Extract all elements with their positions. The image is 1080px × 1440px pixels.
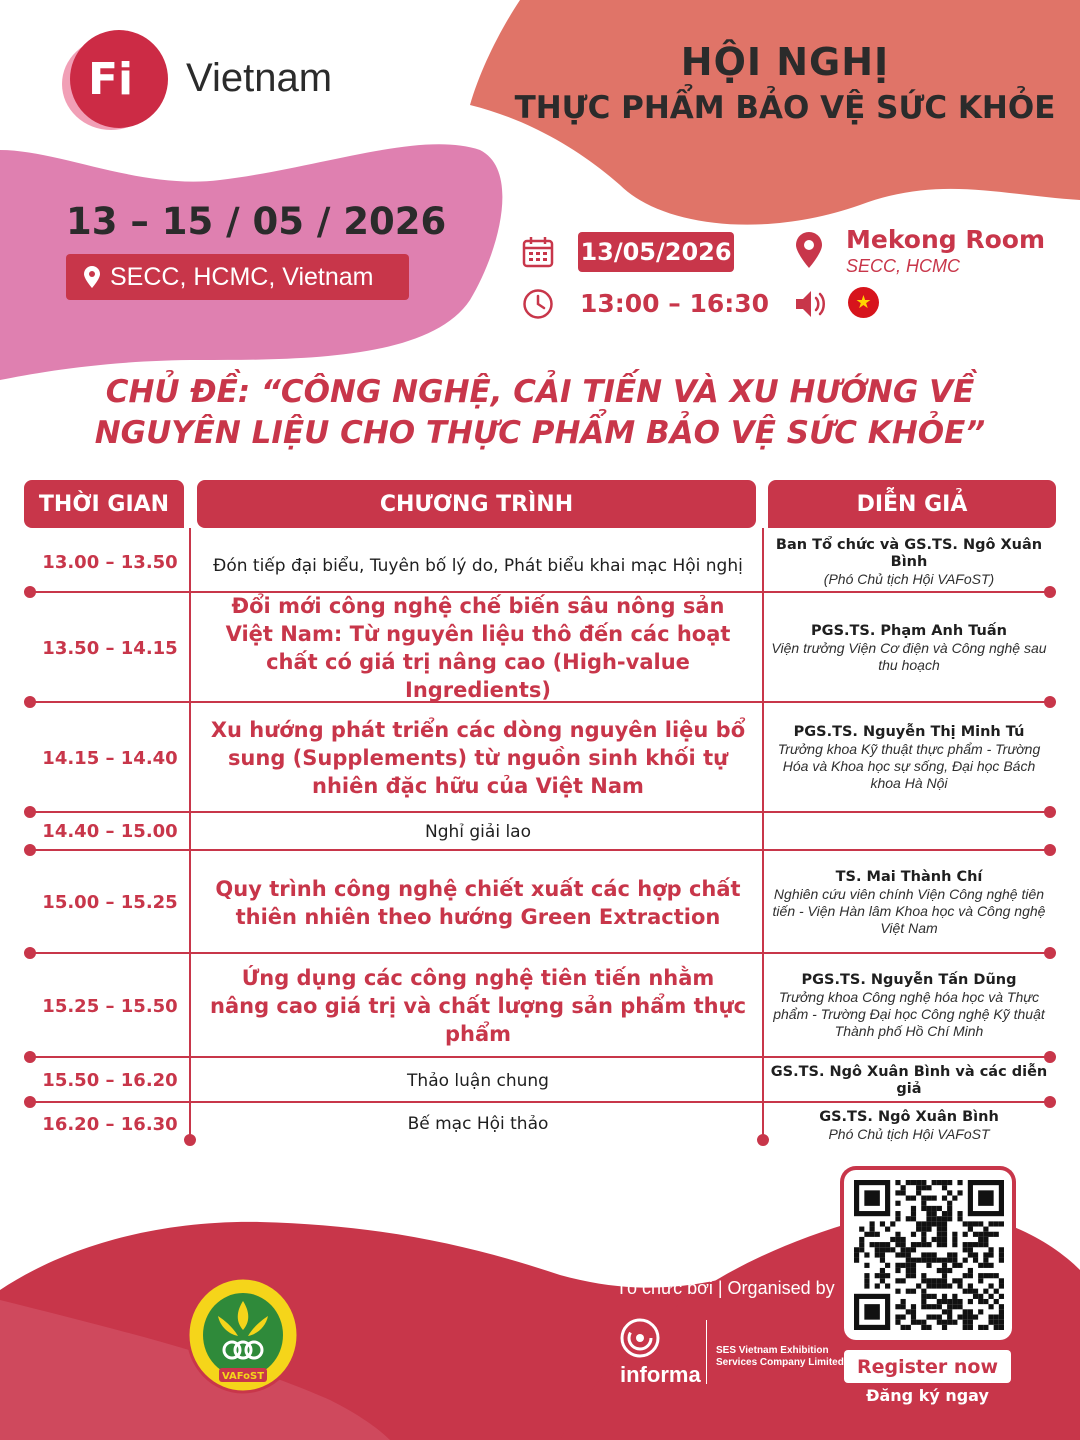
room-name: Mekong Room (846, 225, 1046, 254)
location-pin-icon (84, 266, 100, 288)
registration-qr[interactable] (844, 1170, 1012, 1340)
row-program: Bế mạc Hội thảo (407, 1114, 549, 1134)
register-now-button[interactable]: Register now (844, 1350, 1011, 1383)
brand-name: Vietnam (186, 56, 333, 100)
row-program: Đón tiếp đại biểu, Tuyên bố lý do, Phát biểu khai mạc Hội nghị (213, 556, 743, 576)
row-time: 13.50 – 14.15 (42, 637, 178, 659)
speaker-name: PGS.TS. Nguyễn Tấn Dũng (801, 972, 1017, 988)
row-time: 15.00 – 15.25 (42, 892, 178, 913)
event-date-range: 13 – 15 / 05 / 2026 (66, 200, 447, 243)
session-time: 13:00 – 16:30 (580, 289, 770, 318)
logo-text: Fi (88, 54, 134, 105)
row-time: 14.40 – 15.00 (42, 821, 178, 842)
row-time: 15.50 – 16.20 (42, 1070, 178, 1091)
conference-title (500, 40, 1070, 126)
row-speaker (764, 704, 1054, 812)
table-row (0, 955, 1080, 1057)
topic-line1: CHỦ ĐỀ: “CÔNG NGHỆ, CẢI TIẾN VÀ XU HƯỚNG VỀ (105, 374, 975, 410)
table-row (0, 813, 1080, 850)
row-time: 13.00 – 13.50 (42, 551, 178, 573)
row-program: Nghỉ giải lao (424, 821, 531, 842)
speaker-name: Ban Tổ chức và GS.TS. Ngô Xuân Bình (775, 536, 1043, 570)
qr-code[interactable] (854, 1180, 1004, 1330)
speaker-role: Trưởng khoa Kỹ thuật thực phẩm - Trường Hóa và Khoa học sự sống, Đại học Bách khoa Hà Nội (777, 741, 1041, 791)
header-speaker: DIỄN GIẢ (768, 480, 1056, 528)
speaker-name: GS.TS. Ngô Xuân Bình và các diễn giả (770, 1063, 1048, 1097)
speaker-role: Nghiên cứu viên chính Viện Công nghệ tiên tiến - Viện Hàn lâm Khoa học và Công nghệ Việt Nam (772, 885, 1046, 936)
row-speaker (764, 852, 1054, 953)
row-program: Thảo luận chung (407, 1070, 549, 1091)
room-location: SECC, HCMC (846, 256, 961, 276)
speaker-name: GS.TS. Ngô Xuân Bình (819, 1109, 999, 1125)
informa-logo-icon (620, 1318, 660, 1358)
speaker-name: PGS.TS. Nguyễn Thị Minh Tú (793, 724, 1025, 740)
row-speaker (764, 532, 1054, 592)
venue-badge (66, 254, 409, 300)
header-time: THỜI GIAN (24, 480, 184, 528)
calendar-icon (522, 236, 554, 268)
location-pin-icon (796, 232, 822, 268)
conference-title-line2: THỰC PHẨM BẢO VỆ SỨC KHỎE (514, 90, 1056, 126)
organised-by-label: Tổ chức bởi | Organised by (616, 1278, 835, 1298)
row-program: Xu hướng phát triển các dòng nguyên liệu bổ sung (Supplements) từ nguồn sinh khối tự nhiên đặc hữu của Việt Nam (210, 718, 746, 798)
vafost-label: VAFoST (221, 1371, 265, 1382)
row-speaker (764, 1104, 1054, 1148)
table-row (0, 704, 1080, 812)
table-row (0, 1104, 1080, 1148)
session-date: 13/05/2026 (578, 232, 734, 272)
row-program: Ứng dụng các công nghệ tiên tiến nhằm nâng cao giá trị và chất lượng sản phẩm thực phẩm (210, 966, 747, 1046)
row-program: Đổi mới công nghệ chế biến sâu nông sản Việt Nam: Từ nguyên liệu thô đến các hoạt chất có giá trị nâng cao (High-value Ingredients) (225, 594, 731, 702)
venue-text: SECC, HCMC, Vietnam (110, 262, 374, 291)
speaker-role: (Phó Chủ tịch Hội VAFoST) (823, 570, 995, 587)
header-program: CHƯƠNG TRÌNH (197, 480, 756, 528)
fi-logo (62, 30, 170, 130)
ses-company-name: SES Vietnam Exhibition Services Company Limited (716, 1345, 844, 1368)
table-row (0, 1059, 1080, 1102)
row-speaker (764, 1059, 1054, 1102)
row-time: 14.15 – 14.40 (42, 747, 178, 769)
topic-line2: NGUYÊN LIỆU CHO THỰC PHẨM BẢO VỆ SỨC KHỎE” (94, 415, 986, 451)
row-time: 15.25 – 15.50 (42, 995, 178, 1017)
conference-title-line1: HỘI NGHỊ (680, 40, 890, 84)
organiser-divider (706, 1320, 707, 1384)
table-row (0, 532, 1080, 592)
speaker-name: PGS.TS. Phạm Anh Tuấn (811, 622, 1007, 639)
table-row (0, 594, 1080, 702)
speaker-role: Trưởng khoa Công nghệ hóa học và Thực phẩm - Trường Đại học Công nghệ Kỹ thuật Thành phố Hồ Chí Minh (773, 989, 1045, 1039)
speaker-icon (794, 288, 830, 320)
row-speaker (764, 955, 1054, 1057)
speaker-role: Viện trưởng Viện Cơ điện và Công nghệ sau thu hoạch (771, 639, 1047, 673)
clock-icon (522, 288, 554, 320)
row-time: 16.20 – 16.30 (42, 1113, 178, 1135)
speaker-name: TS. Mai Thành Chí (835, 868, 983, 885)
vafost-logo (186, 1276, 300, 1394)
register-subtitle: Đăng ký ngay (866, 1386, 989, 1405)
row-speaker (764, 594, 1054, 702)
vietnam-flag-icon: ★ (848, 287, 879, 318)
speaker-role: Phó Chủ tịch Hội VAFoST (828, 1126, 990, 1142)
row-program: Quy trình công nghệ chiết xuất các hợp chất thiên nhiên theo hướng Green Extraction (215, 876, 741, 929)
topic-heading (20, 372, 1060, 454)
table-row (0, 852, 1080, 953)
informa-wordmark: informa (620, 1362, 701, 1387)
